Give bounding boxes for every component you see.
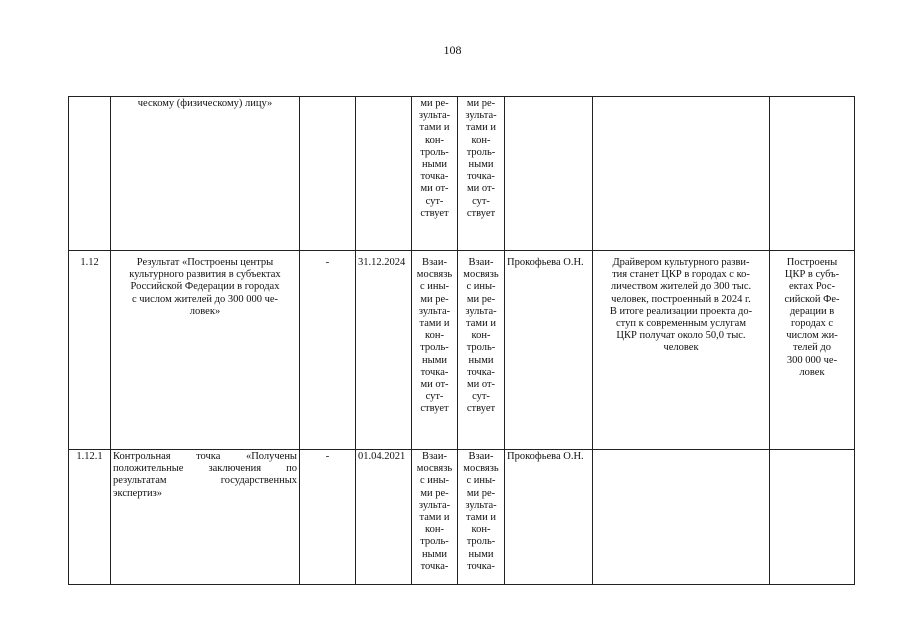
cell-text-line: ствует [420, 207, 449, 219]
row-indicator [770, 450, 855, 585]
cell-text-line: ми ре- [420, 98, 449, 109]
cell-text-line: городах с [790, 318, 834, 330]
cell-text-line: ловек [799, 366, 825, 378]
cell-text-line: с числом жителей до 300 000 че- [131, 293, 279, 305]
cell-text-line: Взаи- [422, 257, 447, 268]
cell-text-line: телей до [793, 342, 831, 354]
cell-text-line: точка- [420, 366, 449, 378]
cell-text-line: зульта- [418, 499, 451, 511]
cell-text-line: тами и [419, 122, 450, 134]
cell-text-line: точка- [420, 171, 449, 183]
cell-text-line: тами и [466, 122, 496, 134]
cell-text-line: ловек» [189, 305, 221, 317]
cell-text-line: троль- [420, 342, 449, 354]
cell-text-line: сут- [472, 391, 490, 403]
cell-text-line: сийской Фе- [784, 293, 840, 305]
cell-text-line: с ины- [419, 475, 450, 487]
row-dash: - [300, 251, 356, 450]
cell-text-line: тия станет ЦКР в городах с ко- [612, 269, 750, 281]
cell-text-line: мосвязь [416, 269, 453, 281]
page-number: 108 [443, 43, 462, 57]
cell-text-line: зульта- [418, 305, 451, 317]
cell-text-line: ми от- [466, 183, 496, 195]
row-date: 31.12.2024 [356, 251, 412, 450]
cell-text-line: зульта- [465, 110, 497, 122]
row-responsible: Прокофьева О.Н. [505, 251, 593, 450]
cell-text-line: мосвязь [463, 463, 499, 475]
cell-text-line: личеством жителей до 300 тыс. [610, 281, 752, 293]
cell-text-line: сут- [425, 391, 444, 403]
cell-text-line: ми от- [420, 183, 449, 195]
cell-text-line: троль- [466, 536, 496, 548]
cell-text-line: точка- [467, 171, 495, 183]
row-indicator [770, 97, 855, 251]
cell-text-line: зульта- [418, 110, 451, 122]
row-date: 01.04.2021 [356, 450, 412, 585]
cell-text-line: точка- [467, 560, 495, 572]
cell-text-line: 300 000 че- [786, 354, 838, 366]
project-plan-table [68, 96, 855, 585]
cell-text-line: ми от- [466, 379, 496, 391]
cell-text-line: человек [663, 342, 699, 354]
cell-text-line: ЦКР в субъ- [784, 269, 840, 281]
cell-text-line: мосвязь [416, 463, 453, 475]
cell-text-line: Контрольная точка «Получены положительные заключения по результатам государственных экспертиз» [113, 451, 297, 499]
cell-text-line: числом жи- [786, 330, 838, 342]
table-row [69, 450, 855, 585]
cell-text-line: ми ре- [466, 293, 496, 305]
cell-text-line: тами и [419, 318, 450, 330]
cell-text-line: ствует [420, 403, 449, 415]
cell-text-line: ми ре- [420, 293, 449, 305]
row-responsible: Прокофьева О.Н. [505, 450, 593, 585]
row-number: 1.12 [69, 251, 111, 450]
cell-text-line: с ины- [466, 281, 496, 293]
cell-text-line: точка- [467, 366, 495, 378]
cell-text-line: ектах Рос- [788, 281, 836, 293]
cell-text-line: кон- [425, 330, 444, 342]
row-relation-a [412, 251, 458, 450]
row-relation-b [458, 251, 505, 450]
cell-text-line: мосвязь [463, 269, 499, 281]
cell-text-line: Взаи- [422, 451, 447, 462]
cell-text-line: дерации в [789, 305, 835, 317]
cell-text-line: с ины- [419, 281, 450, 293]
cell-text-line: Взаи- [468, 257, 494, 268]
cell-text-line: Взаи- [468, 451, 494, 462]
cell-text-line: ми ре- [420, 487, 449, 499]
cell-text-line: точка- [420, 560, 449, 572]
row-dash [300, 97, 356, 251]
cell-text-line: кон- [471, 524, 491, 536]
cell-text-line: троль- [466, 342, 496, 354]
row-relation-b [458, 450, 505, 585]
cell-text-line: троль- [420, 146, 449, 158]
row-responsible [505, 97, 593, 251]
cell-text-line: ми от- [420, 379, 449, 391]
row-dash: - [300, 450, 356, 585]
cell-text-line: троль- [420, 536, 449, 548]
row-description [593, 97, 770, 251]
cell-text-line: ступ к современным услугам [616, 318, 746, 330]
cell-text-line: человек, построенный в 2024 г. [611, 293, 751, 305]
cell-text-line: ными [468, 354, 494, 366]
cell-text-line: ными [468, 548, 494, 560]
cell-text-line: ческому (физическому) лицу» [137, 98, 273, 109]
cell-text-line: ми ре- [466, 487, 496, 499]
cell-text-line: тами и [466, 318, 496, 330]
cell-text-line: Результат «Построены центры [136, 257, 274, 268]
row-name [111, 97, 300, 251]
cell-text-line: ЦКР получат около 50,0 тыс. [616, 330, 746, 342]
cell-text-line: Построены [786, 257, 838, 268]
cell-text-line: сут- [425, 195, 444, 207]
cell-text-line: зульта- [465, 305, 497, 317]
cell-text-line: сут- [472, 195, 490, 207]
cell-text-line: Российской Федерации в городах [130, 281, 280, 293]
cell-text-line: зульта- [465, 499, 497, 511]
cell-text-line: с ины- [466, 475, 496, 487]
cell-text-line: культурного развития в субъектах [129, 269, 281, 281]
cell-text-line: ными [422, 354, 447, 366]
row-name [111, 251, 300, 450]
cell-text-line: троль- [466, 146, 496, 158]
row-relation-a [412, 97, 458, 251]
cell-text-line: В итоге реализации проекта до- [609, 305, 753, 317]
cell-text-line: Драйвером культурного разви- [612, 257, 750, 268]
row-relation-a [412, 450, 458, 585]
cell-text-line: ными [468, 159, 494, 171]
cell-text-line: ными [422, 548, 447, 560]
cell-text-line: ными [422, 159, 447, 171]
row-number: 1.12.1 [69, 450, 111, 585]
row-date [356, 97, 412, 251]
row-relation-b [458, 97, 505, 251]
cell-text-line: кон- [471, 330, 491, 342]
cell-text-line: кон- [471, 134, 491, 146]
row-indicator [770, 251, 855, 450]
row-name [111, 450, 300, 585]
cell-text-line: ми ре- [466, 98, 496, 109]
cell-text-line: кон- [425, 524, 444, 536]
cell-text-line: тами и [466, 512, 496, 524]
cell-text-line: кон- [425, 134, 444, 146]
row-description [593, 251, 770, 450]
cell-text-line: тами и [419, 512, 450, 524]
table-row [69, 97, 855, 251]
cell-text-line: ствует [466, 207, 496, 219]
table-row [69, 251, 855, 450]
row-number [69, 97, 111, 251]
cell-text-line: ствует [466, 403, 496, 415]
row-description [593, 450, 770, 585]
